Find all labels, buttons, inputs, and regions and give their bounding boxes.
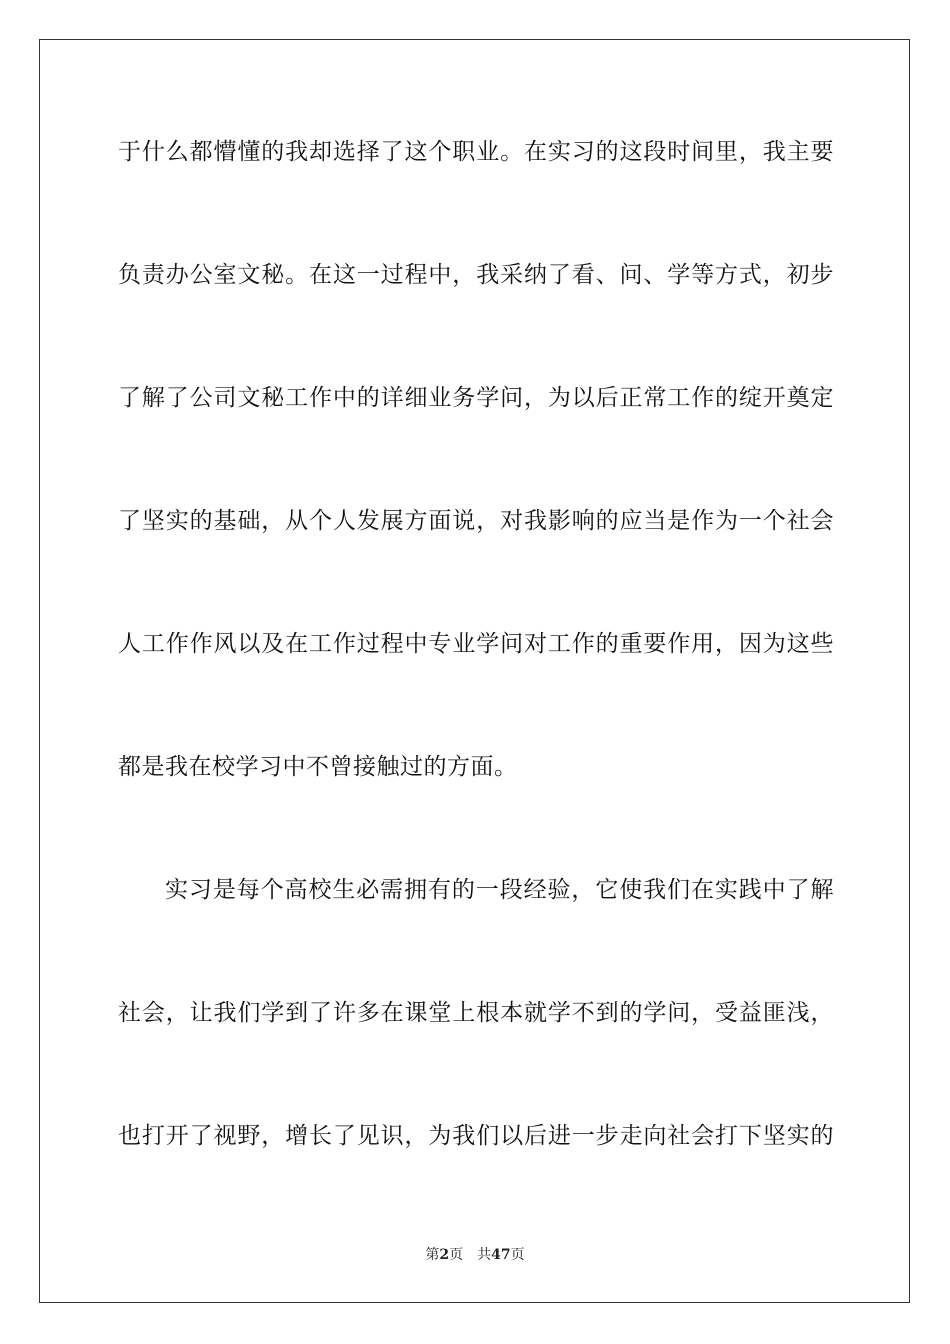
text-line-5: 人工作作风以及在工作过程中专业学问对工作的重要作用，因为这些 [118, 631, 834, 657]
footer-total-prefix: 共 [477, 1247, 492, 1263]
footer-page-suffix: 页 [449, 1247, 464, 1263]
text-line-4: 了坚实的基础，从个人发展方面说，对我影响的应当是作为一个社会 [118, 508, 834, 534]
footer-total-pages: 47 [491, 1247, 511, 1263]
footer-page-prefix: 第 [425, 1247, 440, 1263]
text-line-6: 都是我在校学习中不曾接触过的方面。 [118, 754, 518, 780]
page-border [39, 39, 910, 1303]
text-line-7: 实习是每个高校生必需拥有的一段经验，它使我们在实践中了解 [165, 877, 834, 903]
text-line-8: 社会，让我们学到了许多在课堂上根本就学不到的学问，受益匪浅， [118, 1000, 834, 1026]
footer-total-suffix: 页 [510, 1247, 525, 1263]
text-line-3: 了解了公司文秘工作中的详细业务学问，为以后正常工作的绽开奠定 [118, 385, 834, 411]
text-line-1: 于什么都懵懂的我却选择了这个职业。在实习的这段时间里，我主要 [118, 139, 834, 165]
page-footer [0, 1246, 950, 1264]
text-line-2: 负责办公室文秘。在这一过程中，我采纳了看、问、学等方式，初步 [118, 262, 834, 288]
text-line-9: 也打开了视野，增长了见识，为我们以后进一步走向社会打下坚实的 [118, 1123, 834, 1149]
footer-page-number: 2 [439, 1247, 450, 1263]
